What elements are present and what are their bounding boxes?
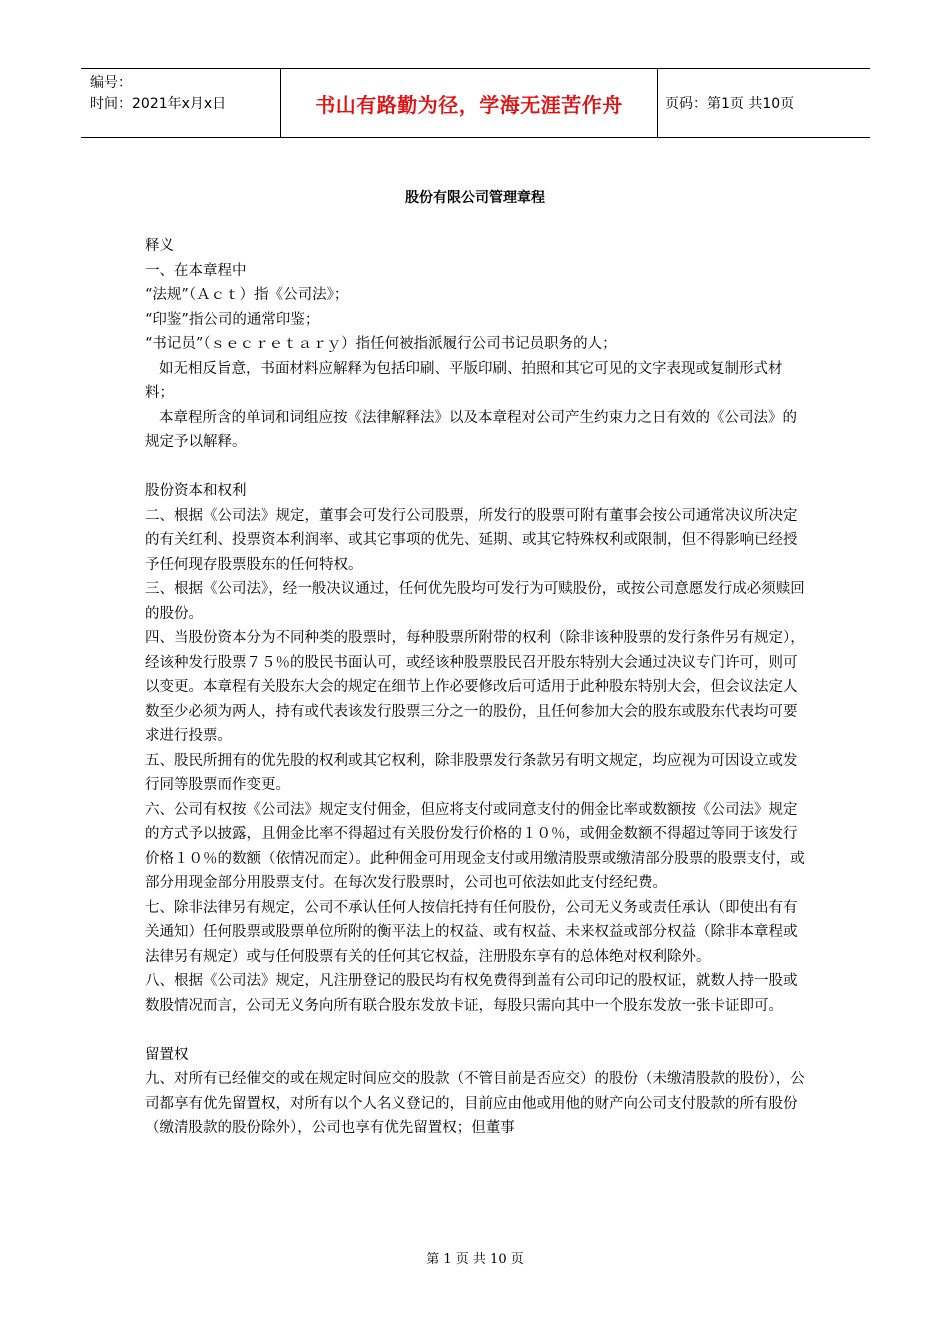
paragraph: 本章程所含的单词和词组应按《法律解释法》以及本章程对公司产生约束力之日有效的《公司法》的规定予以解释。 [145, 409, 797, 450]
paragraph: 九、对所有已经催交的或在规定时间应交的股款（不管目前是否应交）的股份（未缴清股款的股份），公司都享有优先留置权，对所有以个人名义登记的，目前应由他或用他的财产向公司支付股款的所有股份（缴清股款的股份除外），公司也享有优先留置权；但董事 [145, 1071, 805, 1136]
paragraph: 五、股民所拥有的优先股的权利或其它权利，除非股票发行条款另有明文规定，均应视为可因设立或发行同等股票而作变更。 [145, 752, 798, 793]
paragraph: “印鉴”指公司的通常印鉴； [145, 311, 320, 328]
paragraph: 四、当股份资本分为不同种类的股票时，每种股票所附带的权利（除非该种股票的发行条件另有规定），经该种发行股票７５％的股民书面认可，或经该种股票股民召开股东特别大会通过决议专门许可，则可以变更。本章程有关股东大会的规定在细节上作必要修改后可适用于此种股东特别大会，但会议法定人数至少必须为两人，持有或代表该发行股票三分之一的股份，且任何参加大会的股东或股东代表均可要求进行投票。 [145, 630, 805, 744]
paragraph: 三、根据《公司法》，经一般决议通过，任何优先股均可发行为可赎股份，或按公司意愿发行成必须赎回的股份。 [145, 581, 805, 622]
header-page-info: 页码：第1页 共10页 [665, 96, 795, 112]
paragraph: 一、在本章程中 [145, 262, 247, 279]
section-heading-lien: 留置权 [145, 1046, 189, 1063]
header-meta [81, 69, 281, 137]
date-label: 时间：2021年x月x日 [90, 96, 227, 112]
paragraph: “法规”（Ａｃｔ）指《公司法》； [145, 287, 349, 303]
section-heading-definitions: 释义 [145, 238, 174, 254]
header-motto: 书山有路勤为径，学海无涯苦作舟 [281, 69, 658, 137]
page-header [81, 68, 870, 138]
page-footer: 第 1 页 共 10 页 [426, 1252, 524, 1267]
code-label: 编号： [90, 75, 132, 91]
document-body [145, 234, 809, 1141]
paragraph: 六、公司有权按《公司法》规定支付佣金，但应将支付或同意支付的佣金比率或数额按《公司法》规定的方式予以披露，且佣金比率不得超过有关股份发行价格的１０％，或佣金数额不得超过等同于该发行价格１０％的数额（依情况而定）。此种佣金可用现金支付或用缴清股票或缴清部分股票的股票支付，或部分用现金部分用股票支付。在每次发行股票时，公司也可依法如此支付经纪费。 [145, 801, 805, 891]
paragraph: 七、除非法律另有规定，公司不承认任何人按信托持有任何股份，公司无义务或责任承认（即使出有有关通知）任何股票或股票单位所附的衡平法上的权益、或有权益、未来权益或部分权益（除非本章程或法律另有规定）或与任何股票有关的任何其它权益，注册股东享有的总体绝对权利除外。 [145, 899, 798, 965]
paragraph: 如无相反旨意，书面材料应解释为包括印刷、平版印刷、拍照和其它可见的文字表现或复制形式材料； [145, 360, 783, 401]
document-title: 股份有限公司管理章程 [405, 190, 545, 206]
section-heading-share-capital: 股份资本和权利 [145, 483, 247, 499]
paragraph: 二、根据《公司法》规定，董事会可发行公司股票，所发行的股票可附有董事会按公司通常决议所决定的有关红利、投票资本利润率、或其它事项的优先、延期、或其它特殊权利或限制，但不得影响已经授予任何现存股票股东的任何特权。 [145, 507, 798, 573]
paragraph: 八、根据《公司法》规定，凡注册登记的股民均有权免费得到盖有公司印记的股权证，就数人持一股或数股情况而言，公司无义务向所有联合股东发放卡证，每股只需向其中一个股东发放一张卡证即可。 [145, 973, 798, 1014]
paragraph: “书记员”（ｓｅｃｒｅｔａｒｙ）指任何被指派履行公司书记员职务的人； [145, 336, 617, 352]
